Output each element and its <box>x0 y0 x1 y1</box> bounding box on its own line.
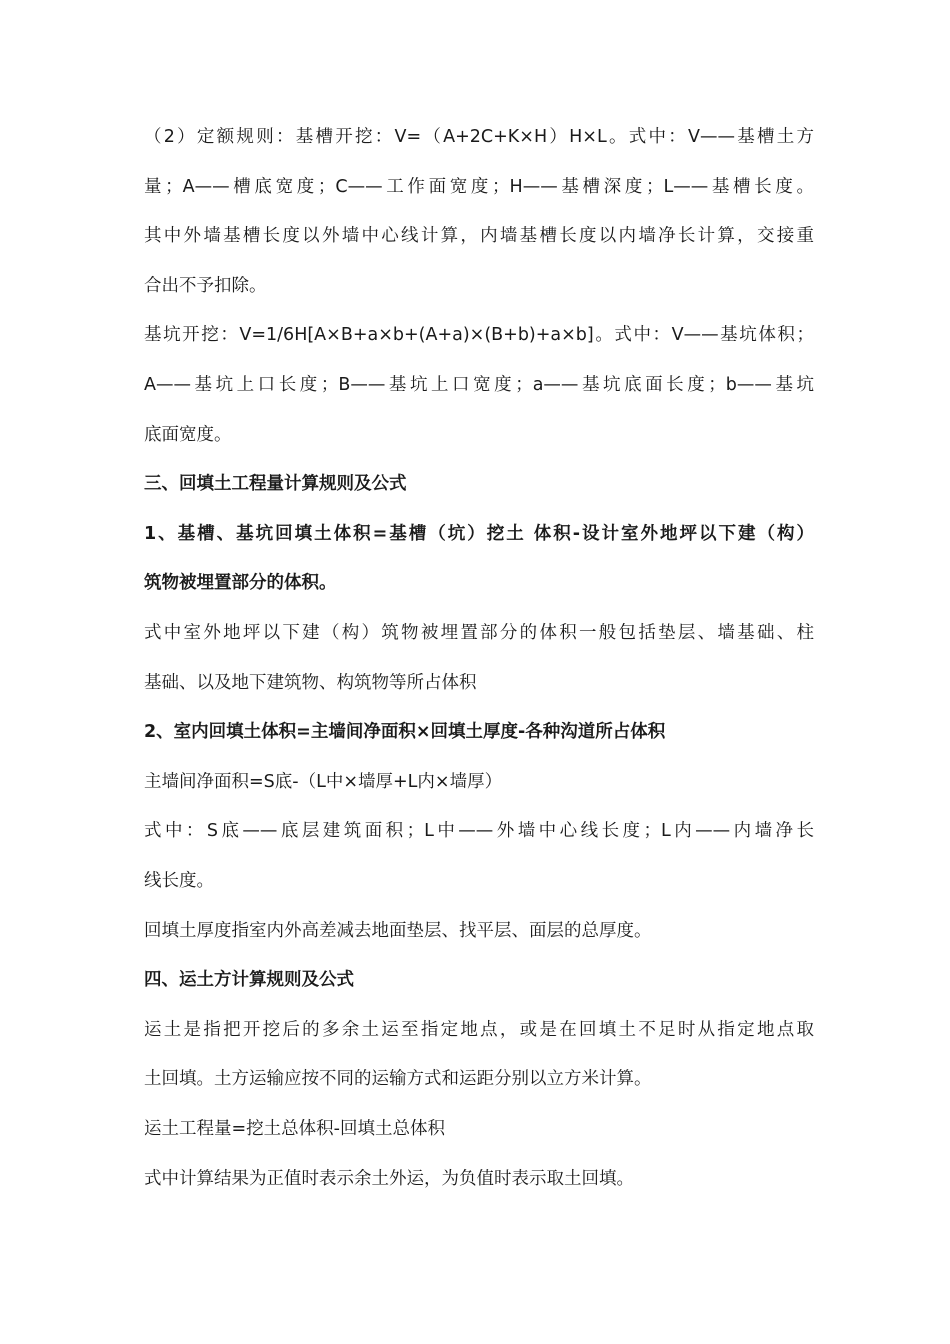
paragraph-line: 底面宽度。 <box>144 424 232 445</box>
paragraph-line: 土回填。土方运输应按不同的运输方式和运距分别以立方米计算。 <box>144 1069 652 1090</box>
paragraph-line: 式中计算结果为正值时表示余土外运，为负值时表示取土回填。 <box>144 1168 634 1189</box>
paragraph-line: 式中室外地坪以下建（构）筑物被埋置部分的体积一般包括垫层、墙基础、柱 <box>144 623 814 643</box>
paragraph-line: 主墙间净面积=S底-（L中×墙厚+L内×墙厚） <box>144 771 503 792</box>
paragraph-line: （2）定额规则：基槽开挖：V=（A+2C+K×H）H×L。式中：V——基槽土方 <box>144 127 814 147</box>
paragraph-line: 式中：S底——底层建筑面积；L中——外墙中心线长度；L内——内墙净长 <box>144 821 814 842</box>
paragraph-line: 基础、以及地下建筑物、构筑物等所占体积 <box>144 672 477 693</box>
paragraph-line: 回填土厚度指室内外高差减去地面垫层、找平层、面层的总厚度。 <box>144 920 652 941</box>
paragraph-line: 基坑开挖：V=1/6H[A×B+a×b+(A+a)×(B+b)+a×b]。式中：V——基坑体积； <box>144 325 814 346</box>
section-heading: 四、运土方计算规则及公式 <box>144 970 354 991</box>
paragraph-line: 线长度。 <box>144 871 214 891</box>
section-heading: 筑物被埋置部分的体积。 <box>144 573 337 594</box>
section-heading: 2、室内回填土体积=主墙间净面积×回填土厚度-各种沟道所占体积 <box>144 722 666 743</box>
paragraph-line: 运土工程量=挖土总体积-回填土总体积 <box>144 1119 445 1139</box>
section-heading: 1、基槽、基坑回填土体积=基槽（坑）挖土 体积-设计室外地坪以下建（构） <box>144 523 814 544</box>
paragraph-line: 量；A——槽底宽度；C——工作面宽度；H——基槽深度；L——基槽长度。 <box>144 176 814 197</box>
paragraph-line: 合出不予扣除。 <box>144 275 267 296</box>
paragraph-line: A——基坑上口长度；B——基坑上口宽度；a——基坑底面长度；b——基坑 <box>144 375 814 395</box>
section-heading: 三、回填土工程量计算规则及公式 <box>144 474 407 495</box>
paragraph-line: 其中外墙基槽长度以外墙中心线计算，内墙基槽长度以内墙净长计算，交接重 <box>144 226 814 247</box>
paragraph-line: 运土是指把开挖后的多余土运至指定地点，或是在回填土不足时从指定地点取 <box>144 1019 814 1040</box>
